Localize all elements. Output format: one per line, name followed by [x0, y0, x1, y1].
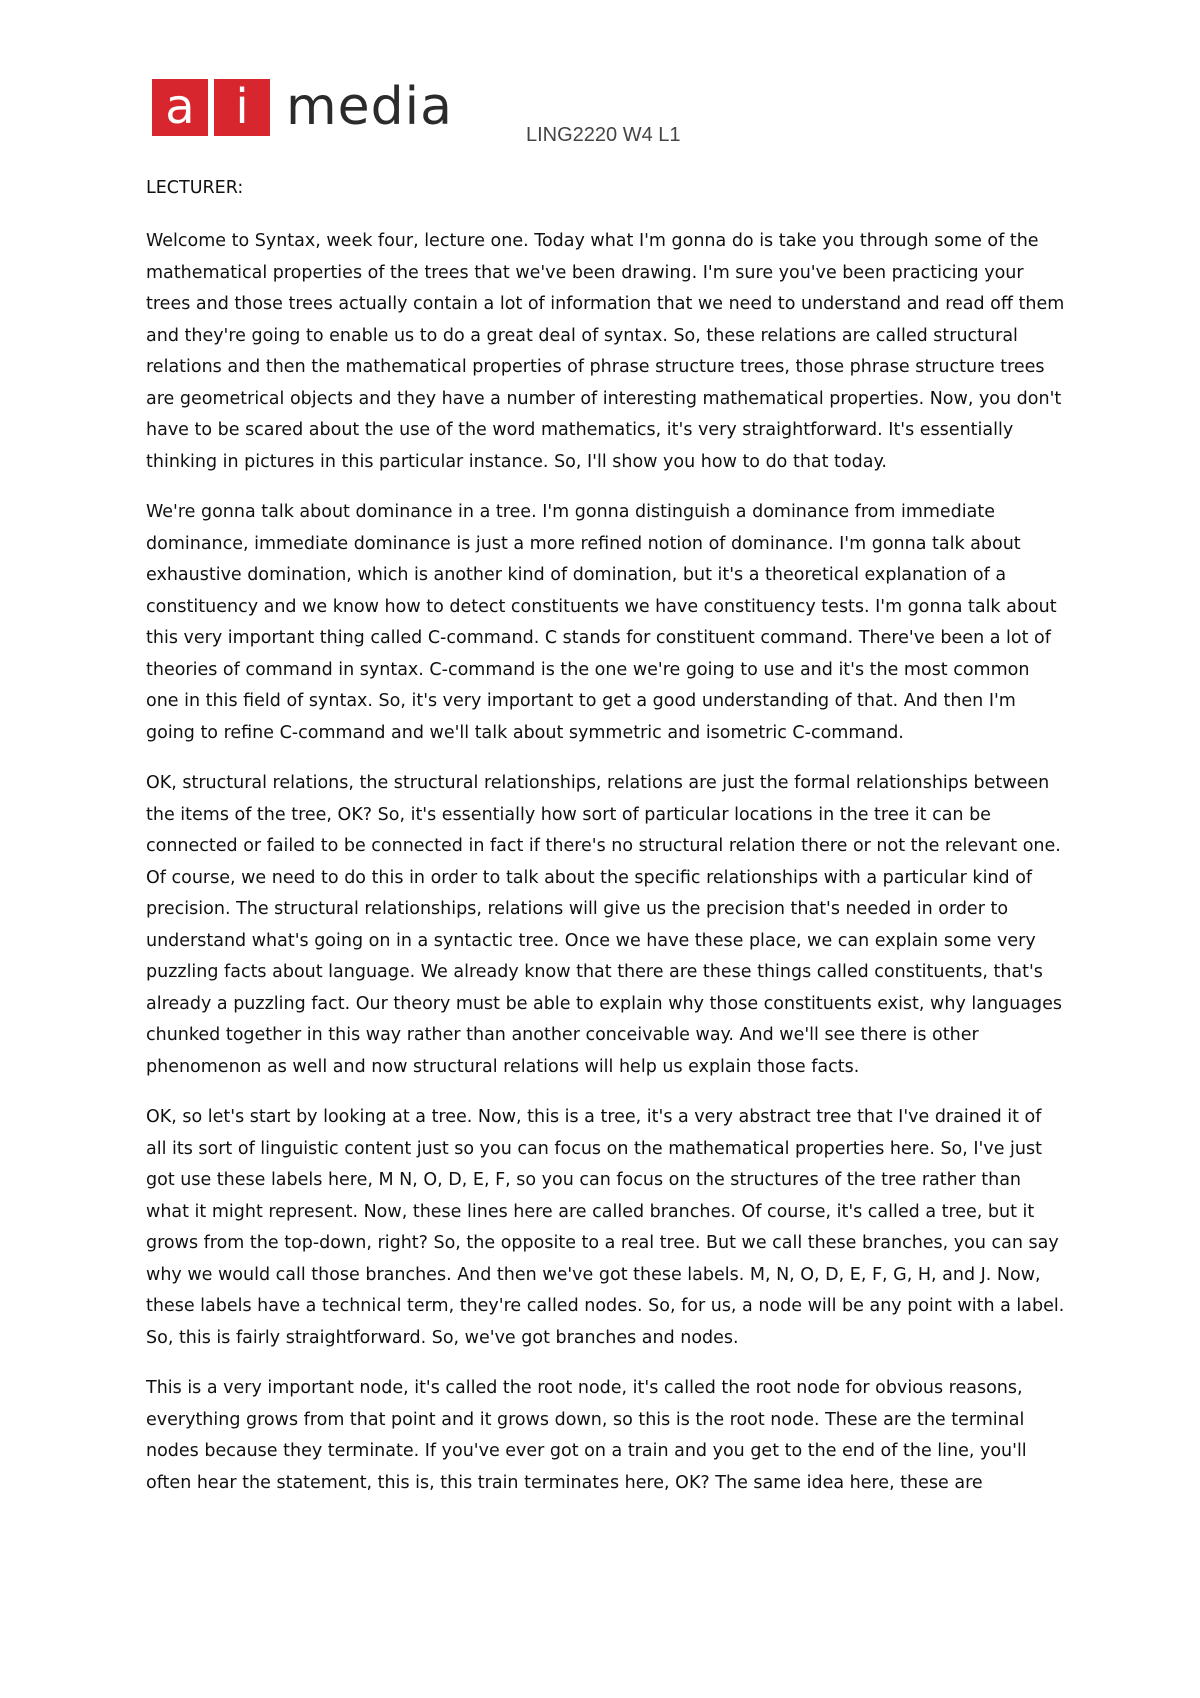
logo-letter-i: i — [214, 79, 270, 136]
transcript-paragraph: OK, structural relations, the structural relationships, relations are just the formal relationships between the items of the tree, OK? So, it's essentially how sort of particular locations in the tree it can be connected or failed to be connected in fact if there's no structural relation there or not the relevant one. Of course, we need to do this in order to talk about the specific relationships with a particular kind of precision. The structural relationships, relations will give us the precision that's needed in order to understand what's going on in a syntactic tree. Once we have these place, we can explain some very puzzling facts about language. We already know that there are these things called constituents, that's already a puzzling fact. Our theory must be able to explain why those constituents exist, why languages chunked together in this way rather than another conceivable way. And we'll see there is other phenomenon as well and now structural relations will help us explain those facts. — [146, 773, 1062, 1077]
course-code: LING2220 W4 L1 — [526, 124, 681, 146]
transcript-paragraph: This is a very important node, it's called the root node, it's called the root node for obvious reasons, everything grows from that point and it grows down, so this is the root node. These are the terminal nodes because they terminate. If you've ever got on a train and you get to the end of the line, you'll often hear the statement, this is, this train terminates here, OK? The same idea here, these are — [146, 1378, 1027, 1493]
transcript-paragraph: OK, so let's start by looking at a tree. Now, this is a tree, it's a very abstract tree that I've drained it of all its sort of linguistic content just so you can focus on the mathematical properties here. So, I've just got use these labels here, M N, O, D, E, F, so you can focus on the structures of the tree rather than what it might represent. Now, these lines here are called branches. Of course, it's called a tree, but it grows from the top-down, right? So, the opposite to a real tree. But we call these branches, you can say why we would call those branches. And then we've got these labels. M, N, O, D, E, F, G, H, and J. Now, these labels have a technical term, they're called nodes. So, for us, a node will be any point with a label. So, this is fairly straightforward. So, we've got branches and nodes. — [146, 1107, 1065, 1348]
speaker-label: LECTURER: — [146, 178, 244, 198]
transcript-paragraph: We're gonna talk about dominance in a tree. I'm gonna distinguish a dominance from immediate dominance, immediate dominance is just a more refined notion of dominance. I'm gonna talk about exhaustive domination, which is another kind of domination, but it's a theoretical explanation of a constituency and we know how to detect constituents we have constituency tests. I'm gonna talk about this very important thing called C-command. C stands for constituent command. There've been a lot of theories of command in syntax. C-command is the one we're going to use and it's the most common one in this field of syntax. So, it's very important to get a good understanding of that. And then I'm going to refine C-command and we'll talk about symmetric and isometric C-command. — [146, 502, 1057, 743]
logo-word-media: media — [286, 76, 453, 137]
transcript-paragraph: Welcome to Syntax, week four, lecture one. Today what I'm gonna do is take you through some of the mathematical properties of the trees that we've been drawing. I'm sure you've been practicing your trees and those trees actually contain a lot of information that we need to understand and read off them and they're going to enable us to do a great deal of syntax. So, these relations are called structural relations and then the mathematical properties of phrase structure trees, those phrase structure trees are geometrical objects and they have a number of interesting mathematical properties. Now, you don't have to be scared about the use of the word mathematics, it's very straightforward. It's essentially thinking in pictures in this particular instance. So, I'll show you how to do that today. — [146, 231, 1065, 472]
logo-letter-a: a — [152, 79, 208, 136]
transcript-body — [146, 226, 1066, 1518]
ai-media-logo — [152, 78, 453, 136]
